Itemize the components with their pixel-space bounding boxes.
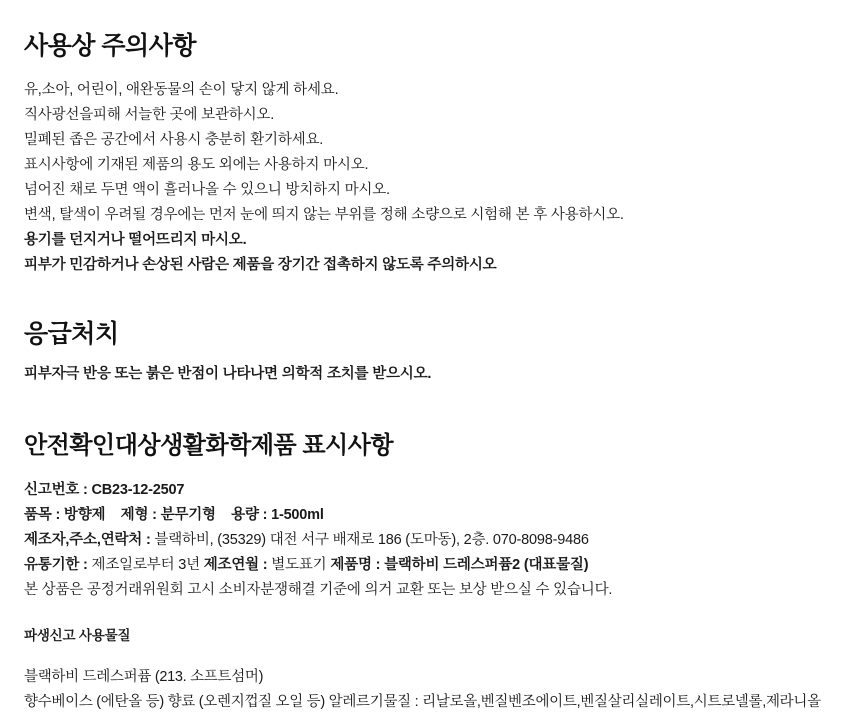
- product-name-key: 제품명 :: [330, 557, 381, 573]
- caution-item: 유,소아, 어린이, 애완동물의 손이 닿지 않게 하세요.: [24, 82, 339, 98]
- expiry-value: 제조일로부터 3년: [91, 557, 200, 573]
- caution-item: 넘어진 채로 두면 액이 흘러나올 수 있으니 방치하지 마시오.: [24, 182, 390, 198]
- manufacturer-value: 블랙하비, (35329) 대전 서구 배재로 186 (도마동), 2층. 070-8098-9486: [154, 532, 589, 548]
- ingredient-detail: 향수베이스 (에탄올 등) 향료 (오렌지껍질 오일 등) 알레르기물질 : 리날로올,벤질벤조에이트,벤질살리실레이트,시트로넬롤,제라니올: [24, 694, 821, 710]
- caution-item: 변색, 탈색이 우려될 경우에는 먼저 눈에 띄지 않는 부위를 정해 소량으로 시험해 본 후 사용하시오.: [24, 207, 624, 223]
- manufacture-date-key: 제조연월 :: [203, 557, 268, 573]
- expiry-key: 유통기한 :: [24, 557, 88, 573]
- manufacturer-key: 제조자,주소,연락처 :: [24, 532, 151, 548]
- ingredient-product-name: 블랙하비 드레스퍼퓸 (213. 소프트섬머): [24, 669, 264, 685]
- expiry-row: [24, 553, 836, 578]
- safety-label-title: 안전확인대상생활화학제품 표시사항: [24, 432, 394, 459]
- manufacturer-row: [24, 528, 836, 553]
- ingredients-heading: 파생신고 사용물질: [24, 628, 131, 643]
- item-key: 품목 :: [24, 507, 61, 523]
- first-aid-title: 응급처치: [24, 320, 119, 348]
- ingredients-section: [24, 625, 836, 715]
- spacer: [24, 647, 836, 665]
- caution-item-text: 피부가 민감하거나 손상된 사람은 제품을 장기간 접촉하지 않도록 주의하시오: [24, 257, 497, 273]
- caution-item-emphasis: [24, 228, 836, 253]
- caution-item: 직사광선을피해 서늘한 곳에 보관하시오.: [24, 107, 275, 123]
- item-row: [24, 503, 836, 528]
- type-key: 제형 :: [120, 507, 157, 523]
- manufacture-date-value: 별도표기: [271, 557, 327, 573]
- caution-title: 사용상 주의사항: [24, 32, 196, 60]
- first-aid-text-wrap: [24, 362, 836, 387]
- caution-section: [24, 26, 836, 278]
- first-aid-section: [24, 314, 836, 387]
- item-value: 방향제: [63, 507, 106, 523]
- volume-value: 1-500ml: [271, 507, 324, 523]
- caution-item-emphasis: [24, 253, 836, 278]
- product-name-value: 블랙하비 드레스퍼퓸2 (대표물질): [384, 557, 589, 573]
- type-value: 분무기형: [160, 507, 216, 523]
- spacer: [24, 603, 836, 625]
- report-number-row: [24, 478, 836, 503]
- caution-item-text: 용기를 던지거나 떨어뜨리지 마시오.: [24, 232, 247, 248]
- volume-key: 용량 :: [231, 507, 268, 523]
- first-aid-text: 피부자극 반응 또는 붉은 반점이 나타나면 의학적 조치를 받으시오.: [24, 366, 432, 382]
- caution-item: 밀폐된 좁은 공간에서 사용시 충분히 환기하세요.: [24, 132, 324, 148]
- report-number: 신고번호 : CB23-12-2507: [24, 482, 185, 498]
- consumer-dispute-note: 본 상품은 공정거래위원회 고시 소비자분쟁해결 기준에 의거 교환 또는 보상 받으실 수 있습니다.: [24, 582, 613, 598]
- safety-label-section: [24, 425, 836, 603]
- caution-item: 표시사항에 기재된 제품의 용도 외에는 사용하지 마시오.: [24, 157, 369, 173]
